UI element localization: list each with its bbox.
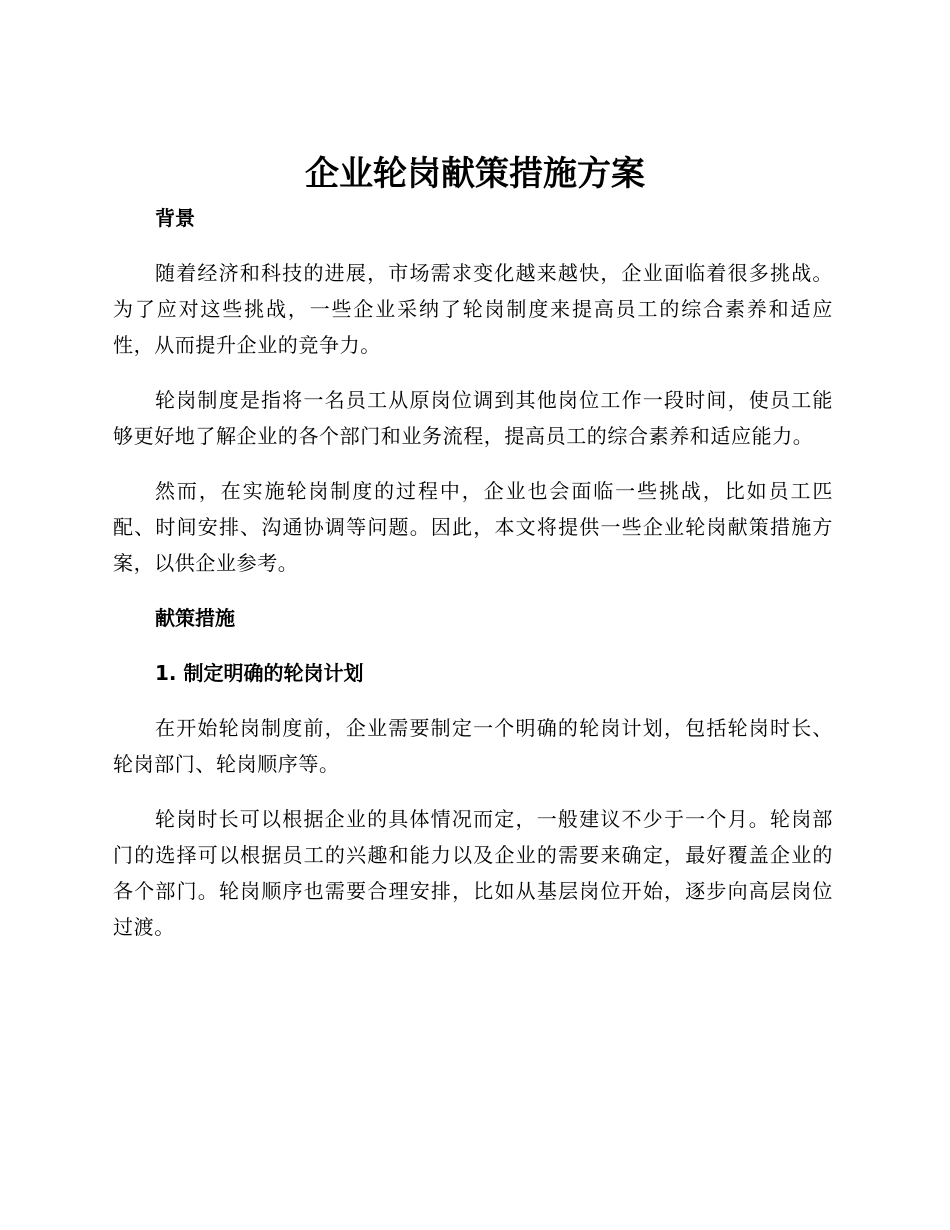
- paragraph: 轮岗时长可以根据企业的具体情况而定，一般建议不少于一个月。轮岗部门的选择可以根据员工的兴趣和能力以及企业的需要来确定，最好覆盖企业的各个部门。轮岗顺序也需要合理安排，比如从基层岗位开始，逐步向高层岗位过渡。: [113, 807, 833, 939]
- paragraph: 轮岗制度是指将一名员工从原岗位调到其他岗位工作一段时间，使员工能够更好地了解企业的各个部门和业务流程，提高员工的综合素养和适应能力。: [113, 388, 833, 448]
- paragraph: 在开始轮岗制度前，企业需要制定一个明确的轮岗计划，包括轮岗时长、轮岗部门、轮岗顺序等。: [113, 716, 833, 776]
- paragraph: 随着经济和科技的进展，市场需求变化越来越快，企业面临着很多挑战。为了应对这些挑战，一些企业采纳了轮岗制度来提高员工的综合素养和适应性，从而提升企业的竞争力。: [113, 261, 833, 357]
- document-body: [113, 200, 833, 964]
- subsection-heading-plan: 1. 制定明确的轮岗计划: [155, 661, 364, 685]
- document-title: 企业轮岗献策措施方案: [305, 154, 645, 194]
- paragraph: 然而，在实施轮岗制度的过程中，企业也会面临一些挑战，比如员工匹配、时间安排、沟通协调等问题。因此，本文将提供一些企业轮岗献策措施方案，以供企业参考。: [113, 479, 833, 575]
- section-heading-background: 背景: [155, 206, 195, 230]
- section-heading-measures: 献策措施: [155, 606, 235, 630]
